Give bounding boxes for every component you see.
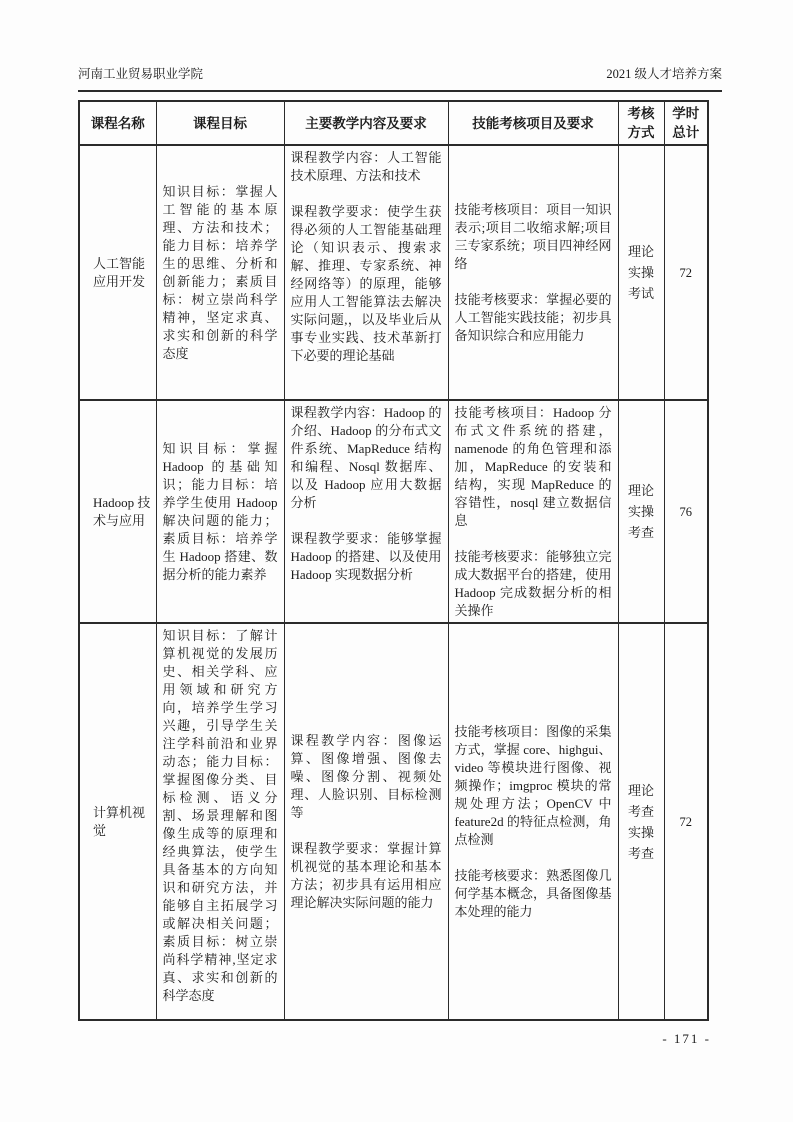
objectives-cell: 知识目标：掌握人工智能的基本原理、方法和技术；能力目标：培养学生的思维、分析和创新能力；素质目标：树立崇尚科学精神，坚定求真、求实和创新的科学态度: [156, 145, 284, 400]
content-paragraph: 课程教学内容：人工智能技术原理、方法和技术: [290, 150, 442, 183]
course-name-cell: 人工智能应用开发: [79, 145, 156, 400]
skill-assessment-cell: [448, 623, 618, 1020]
program-title: 2021 级人才培养方案: [606, 67, 722, 81]
content-paragraph: 课程教学要求：能够掌握 Hadoop 的搭建、以及使用 Hadoop 实现数据分析: [290, 531, 442, 582]
content-paragraph: 课程教学要求：使学生获得必须的人工智能基础理论（知识表示、搜索求解、推理、专家系统、神经网络等）的原理，能够应用人工智能算法去解决实际问题,，以及毕业后从事专业实践、技术革新打下必要的理论基础: [290, 204, 442, 363]
course-name-cell: Hadoop 技术与应用: [79, 400, 156, 623]
teaching-content-cell: [284, 400, 448, 623]
assessment-method-cell: 理论实操考试: [618, 145, 664, 400]
col-header-skill-assessment: 技能考核项目及要求: [448, 101, 618, 145]
course-name-cell: 计算机视觉: [79, 623, 156, 1020]
total-hours-cell: 72: [664, 145, 708, 400]
teaching-content-cell: [284, 145, 448, 400]
institution-name: 河南工业贸易职业学院: [78, 67, 204, 81]
skill-assessment-cell: [448, 145, 618, 400]
table-row-ai-development: [79, 145, 708, 400]
assessment-method-cell: 理论考查实操考查: [618, 623, 664, 1020]
skill-assessment-cell: [448, 400, 618, 623]
col-header-total-hours: 学时总计: [664, 101, 708, 145]
page-number: - 171 -: [662, 1031, 711, 1046]
col-header-assessment-method: 考核方式: [618, 101, 664, 145]
total-hours-cell: 76: [664, 400, 708, 623]
skills-paragraph: 技能考核项目：图像的采集方式，掌握 core、highgui、video 等模块进行图像、视频操作；imgproc 模块的常规处理方法；OpenCV 中 feature2d 的特征点检测，角点检测: [454, 723, 612, 847]
objectives-cell: 知识目标：掌握 Hadoop 的基础知识；能力目标：培养学生使用 Hadoop 解决问题的能力；素质目标：培养学生 Hadoop 搭建、数据分析的能力素养: [156, 400, 284, 623]
total-hours-cell: 72: [664, 623, 708, 1020]
skills-paragraph: 技能考核项目：Hadoop 分布式文件系统的搭建，namenode 的角色管理和添加，MapReduce 的安装和结构，实现 MapReduce 的容错性，nosql 建立数据信息: [454, 405, 612, 528]
skills-paragraph: 技能考核要求：能够独立完成大数据平台的搭建，使用 Hadoop 完成数据分析的相关操作: [454, 549, 612, 618]
content-paragraph: 课程教学内容：图像运算、图像增强、图像去噪、图像分割、视频处理、人脸识别、目标检测等: [290, 732, 442, 820]
header-rule: [78, 90, 722, 92]
skills-paragraph: 技能考核要求：掌握必要的人工智能实践技能；初步具备知识综合和应用能力: [454, 291, 612, 343]
content-paragraph: 课程教学内容：Hadoop 的介绍、Hadoop 的分布式文件系统、MapReduce 结构和编程、Nosql 数据库、以及 Hadoop 应用大数据分析: [290, 405, 442, 510]
table-row-computer-vision: [79, 623, 708, 1020]
objectives-cell: 知识目标：了解计算机视觉的发展历史、相关学科、应用领域和研究方向，培养学生学习兴趣，引导学生关注学科前沿和业界动态；能力目标：掌握图像分类、目标检测、语义分割、场景理解和图像生成等的原理和经典算法，使学生具备基本的方向知识和研究方法，并能够自主拓展学习或解决相关问题；素质目标：树立崇尚科学精神,坚定求真、求实和创新的科学态度: [156, 623, 284, 1020]
assessment-method-cell: 理论实操考查: [618, 400, 664, 623]
col-header-course-name: 课程名称: [79, 101, 156, 145]
skills-paragraph: 技能考核项目：项目一知识表示;项目二收缩求解;项目三专家系统；项目四神经网络: [454, 201, 612, 271]
col-header-teaching-content: 主要教学内容及要求: [284, 101, 448, 145]
content-paragraph: 课程教学要求：掌握计算机视觉的基本理论和基本方法；初步具有运用相应理论解决实际问题的能力: [290, 840, 442, 910]
col-header-objectives: 课程目标: [156, 101, 284, 145]
table-row-hadoop: [79, 400, 708, 623]
teaching-content-cell: [284, 623, 448, 1020]
page-header: [78, 66, 722, 82]
skills-paragraph: 技能考核要求：熟悉图像几何学基本概念，具备图像基本处理的能力: [454, 867, 612, 919]
table-header-row: [79, 101, 708, 145]
course-table: [78, 100, 709, 1021]
